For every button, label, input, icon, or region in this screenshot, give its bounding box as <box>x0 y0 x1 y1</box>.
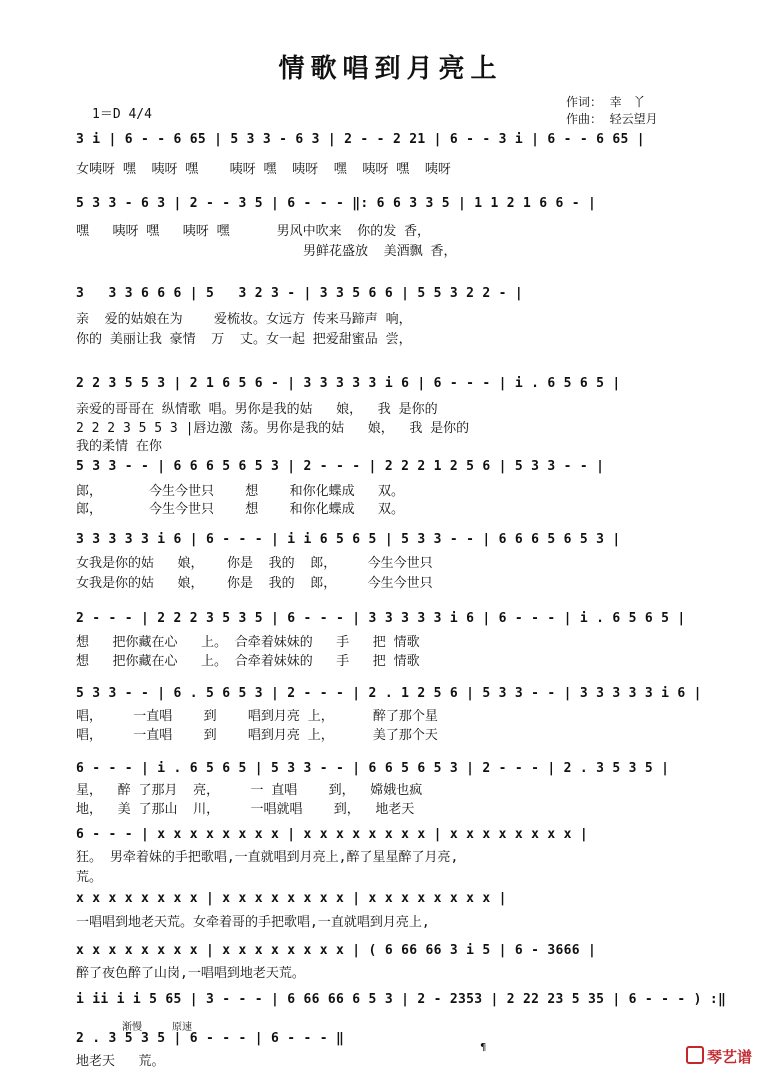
notes-line-3: 3 3 3 6 6 6 | 5 3 2 3 - | 3 3 5 6 6 | 5 5 3 2 2 - | <box>76 286 523 301</box>
notes-line-7: 2 - - - | 2 2 2 3 5 3 5 | 6 - - - | 3 3 3 3 3 i 6 | 6 - - - | i . 6 5 6 5 | <box>76 611 686 626</box>
lyrics-line-5-verse-1: 郎， 今生今世只 想 和你化蝶成 双。 <box>76 484 405 499</box>
lyrics-line-12-verse-1: 醉了夜色醉了山岗,一唱唱到地老天荒。 <box>76 966 305 981</box>
lyrics-line-10-verse-2: 荒。 <box>76 870 103 885</box>
lyrics-line-2-verse-2: 男鲜花盛放 美酒飘 香， <box>76 244 457 259</box>
notes-line-9: 6 - - - | i . 6 5 6 5 | 5 3 3 - - | 6 6 5 6 5 3 | 2 - - - | 2 . 3 5 3 5 | <box>76 761 670 776</box>
lyrics-line-11-verse-1: 一唱唱到地老天荒。女牵着哥的手把歌唱,一直就唱到月亮上, <box>76 915 430 930</box>
notes-line-1: 3 i | 6 - - 6 65 | 5 3 3 - 6 3 | 2 - - 2 21 | 6 - - 3 i | 6 - - 6 65 | <box>76 132 645 147</box>
lyrics-line-6-verse-1: 女我是你的姑 娘， 你是 我的 郎， 今生今世只 <box>76 556 433 571</box>
watermark-text: 琴艺谱 <box>707 1048 753 1066</box>
tempo-original: 原速 <box>172 1022 192 1033</box>
page-mark: ¶ <box>480 1042 487 1053</box>
lyrics-line-2-verse-1: 嘿 咦呀 嘿 咦呀 嘿 男风中吹来 你的发 香， <box>76 224 431 239</box>
notes-line-5: 5 3 3 - - | 6 6 6 5 6 5 3 | 2 - - - | 2 2 2 1 2 5 6 | 5 3 3 - - | <box>76 459 605 474</box>
lyrics-line-8-verse-1: 唱， 一直唱 到 唱到月亮 上， 醉了那个星 <box>76 709 438 724</box>
lyrics-line-3-verse-1: 亲 爱的姑娘在为 爱梳妆。女远方 传来马蹄声 响， <box>76 312 412 327</box>
notes-line-6: 3 3 3 3 3 i 6 | 6 - - - | i i 6 5 6 5 | 5 3 3 - - | 6 6 6 5 6 5 3 | <box>76 532 621 547</box>
credits <box>566 94 658 128</box>
notes-line-14: 2 . 3 5 3 5 | 6 - - - | 6 - - - ‖ <box>76 1031 345 1046</box>
lyrics-line-14-verse-1: 地老天 荒。 <box>76 1054 165 1069</box>
lyrics-line-10-verse-1: 狂。 男牵着妹的手把歌唱,一直就唱到月亮上,醉了星星醉了月亮, <box>76 850 459 865</box>
qinyipu-logo-icon <box>686 1046 704 1064</box>
song-title: 情歌唱到月亮上 <box>278 54 503 84</box>
tempo-slow: 渐慢 <box>122 1022 142 1033</box>
lyrics-line-5-verse-2: 郎， 今生今世只 想 和你化蝶成 双。 <box>76 502 405 517</box>
lyrics-line-7-verse-1: 想 把你藏在心 上。 合牵着妹妹的 手 把 情歌 <box>76 635 420 650</box>
notes-line-2: 5 3 3 - 6 3 | 2 - - 3 5 | 6 - - - ‖: 6 6 3 3 5 | 1 1 2 1 6 6 - | <box>76 196 597 211</box>
lyrics-line-1-verse-1: 女咦呀 嘿 咦呀 嘿 咦呀 嘿 咦呀 嘿 咦呀 嘿 咦呀 <box>76 162 451 177</box>
lyrics-line-3-verse-2: 你的 美丽让我 豪情 万 丈。女一起 把爱甜蜜品 尝， <box>76 332 412 347</box>
notes-line-11: x x x x x x x x | x x x x x x x x | x x x x x x x x | <box>76 891 507 906</box>
lyrics-line-9-verse-2: 地， 美 了那山 川， 一唱就唱 到， 地老天 <box>76 802 415 817</box>
watermark-logo <box>686 1046 752 1067</box>
lyrics-line-4-verse-1: 亲爱的哥哥在 纵情歌 唱。男你是我的姑 娘， 我 是你的 <box>76 402 438 417</box>
notes-line-12: x x x x x x x x | x x x x x x x x | ( 6 66 66 3 i 5 | 6 - 3666 | <box>76 943 597 958</box>
lyricist-credit: 作词： 幸 丫 <box>566 95 646 109</box>
notes-line-13: i ii i i 5 65 | 3 - - - | 6 66 66 6 5 3 | 2 - 2353 | 2 22 23 5 35 | 6 - - - ) :‖ <box>76 992 727 1007</box>
notes-line-10: 6 - - - | x x x x x x x x | x x x x x x x x | x x x x x x x x | <box>76 827 588 842</box>
lyrics-line-7-verse-2: 想 把你藏在心 上。 合牵着妹妹的 手 把 情歌 <box>76 654 420 669</box>
composer-credit: 作曲： 轻云望月 <box>566 112 658 126</box>
notes-line-8: 5 3 3 - - | 6 . 5 6 5 3 | 2 - - - | 2 . 1 2 5 6 | 5 3 3 - - | 3 3 3 3 3 i 6 | <box>76 686 702 701</box>
lyrics-line-4-verse-2: 2 2 2 3 5 5 3 |唇边激 荡。男你是我的姑 娘， 我 是你的 <box>76 421 470 436</box>
lyrics-line-8-verse-2: 唱， 一直唱 到 唱到月亮 上， 美了那个天 <box>76 728 438 743</box>
lyrics-line-4-verse-3: 我的柔情 在你 <box>76 439 162 454</box>
lyrics-line-6-verse-2: 女我是你的姑 娘， 你是 我的 郎， 今生今世只 <box>76 576 433 591</box>
key-signature: 1＝D 4/4 <box>92 107 152 122</box>
lyrics-line-9-verse-1: 星， 醉 了那月 亮， 一 直唱 到， 嫦娥也疯 <box>76 783 423 798</box>
notes-line-4: 2 2 3 5 5 3 | 2 1 6 5 6 - | 3 3 3 3 3 i 6 | 6 - - - | i . 6 5 6 5 | <box>76 376 621 391</box>
